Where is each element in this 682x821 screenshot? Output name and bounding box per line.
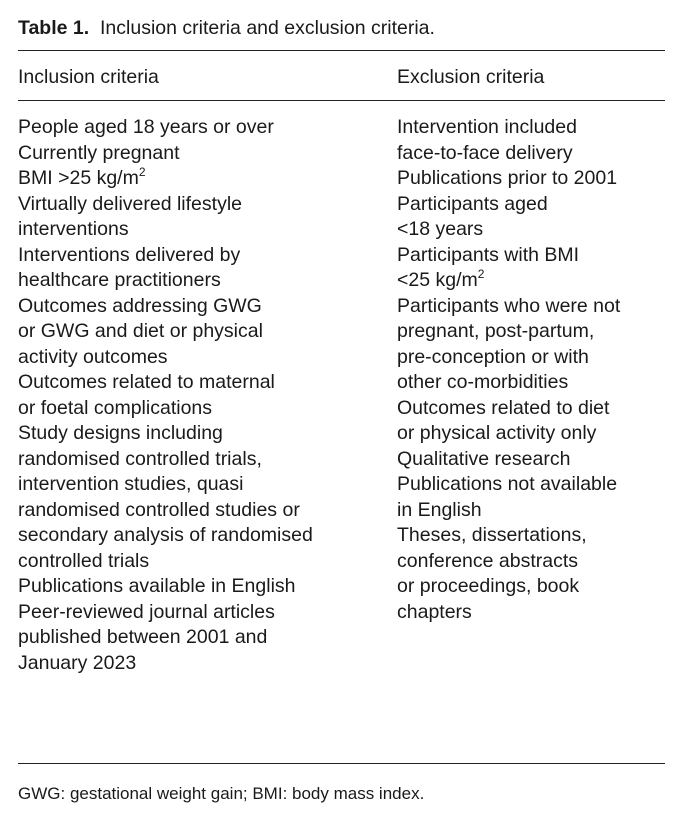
criterion-text: or foetal complications: [18, 396, 213, 419]
criterion-line: [18, 370, 313, 396]
criterion-line: [18, 600, 313, 626]
table-caption: Inclusion criteria and exclusion criteria.: [100, 17, 435, 39]
criterion-line: [397, 319, 620, 345]
criterion-text: Currently pregnant: [18, 141, 180, 164]
criterion-text: controlled trials: [18, 549, 150, 572]
exclusion-item: [397, 243, 620, 294]
criterion-text: interventions: [18, 218, 129, 240]
criterion-line: [18, 192, 313, 218]
criterion-text: Participants who were not: [397, 294, 621, 317]
inclusion-item: [18, 192, 313, 243]
criterion-text: Interventions delivered by: [18, 243, 241, 266]
exclusion-item: [397, 192, 620, 243]
exclusion-item: [397, 115, 620, 166]
criterion-line: [397, 498, 620, 524]
criterion-line: [18, 345, 313, 371]
criterion-line: [397, 141, 620, 167]
criterion-line: [397, 115, 620, 141]
criterion-line: [397, 268, 620, 294]
criterion-line: [18, 166, 313, 192]
criterion-line: [397, 574, 620, 600]
criterion-text: other co-morbidities: [397, 371, 569, 393]
criterion-text: Publications not available: [397, 473, 618, 495]
header-rule: [18, 100, 665, 101]
criterion-text: Outcomes related to diet: [397, 396, 610, 419]
criterion-line: [18, 651, 313, 677]
criterion-line: [18, 523, 313, 549]
criterion-line: [18, 421, 313, 447]
header-exclusion: Exclusion criteria: [397, 66, 545, 88]
superscript: 2: [138, 165, 146, 179]
exclusion-column: [397, 115, 620, 625]
criterion-text: <18 years: [397, 218, 484, 240]
criterion-text: Publications available in English: [18, 575, 296, 597]
inclusion-item: [18, 166, 313, 192]
table-label: Table 1.: [18, 17, 90, 39]
criterion-text: Publications prior to 2001: [397, 167, 618, 189]
criterion-line: [397, 166, 620, 192]
inclusion-item: [18, 141, 313, 167]
criterion-line: [18, 319, 313, 345]
exclusion-item: [397, 396, 620, 447]
criterion-line: [397, 447, 620, 473]
criterion-line: [18, 549, 313, 575]
criterion-text: chapters: [397, 600, 472, 623]
criterion-text: published between 2001 and: [18, 626, 268, 648]
criterion-line: [397, 243, 620, 269]
superscript: 2: [477, 267, 485, 281]
criterion-text: Outcomes addressing GWG: [18, 294, 262, 317]
criterion-line: [18, 472, 313, 498]
criterion-line: [397, 600, 620, 626]
criterion-line: [18, 217, 313, 243]
criterion-text: face-to-face delivery: [397, 141, 573, 164]
criterion-line: [18, 396, 313, 422]
criterion-line: [18, 498, 313, 524]
criterion-line: [18, 268, 313, 294]
inclusion-item: [18, 115, 313, 141]
exclusion-item: [397, 472, 620, 523]
exclusion-item: [397, 447, 620, 473]
criterion-text: Qualitative research: [397, 447, 571, 470]
criterion-line: [397, 294, 620, 320]
exclusion-item: [397, 294, 620, 396]
criterion-text: January 2023: [18, 651, 137, 674]
inclusion-item: [18, 574, 313, 600]
criterion-text: Study designs including: [18, 422, 223, 444]
criterion-line: [397, 192, 620, 218]
criterion-text: pregnant, post-partum,: [397, 320, 595, 342]
inclusion-item: [18, 421, 313, 574]
criterion-text: Intervention included: [397, 116, 577, 138]
criterion-text: healthcare practitioners: [18, 269, 221, 291]
criterion-text: <25 kg/m: [397, 269, 478, 291]
bottom-rule: [18, 763, 665, 764]
criterion-text: Peer-reviewed journal articles: [18, 600, 275, 623]
table-title: [18, 17, 435, 40]
criterion-line: [18, 294, 313, 320]
criterion-text: or proceedings, book: [397, 575, 580, 597]
exclusion-item: [397, 523, 620, 625]
criterion-line: [397, 421, 620, 447]
criterion-text: Participants aged: [397, 192, 548, 215]
criterion-line: [18, 243, 313, 269]
inclusion-item: [18, 600, 313, 677]
criterion-line: [18, 625, 313, 651]
criterion-line: [18, 141, 313, 167]
criterion-line: [397, 472, 620, 498]
criterion-text: conference abstracts: [397, 549, 579, 572]
criterion-text: BMI >25 kg/m: [18, 167, 139, 189]
top-rule: [18, 50, 665, 51]
criterion-text: Participants with BMI: [397, 243, 580, 266]
criterion-text: Outcomes related to maternal: [18, 371, 275, 393]
criterion-text: Theses, dissertations,: [397, 524, 587, 546]
criterion-text: in English: [397, 498, 482, 521]
criterion-text: intervention studies, quasi: [18, 473, 244, 495]
criterion-text: randomised controlled studies or: [18, 498, 300, 521]
header-inclusion: Inclusion criteria: [18, 66, 159, 88]
criterion-line: [397, 549, 620, 575]
criterion-line: [397, 345, 620, 371]
criterion-text: or physical activity only: [397, 422, 597, 444]
criterion-text: or GWG and diet or physical: [18, 320, 263, 342]
criterion-line: [397, 370, 620, 396]
criterion-line: [397, 523, 620, 549]
criterion-line: [397, 217, 620, 243]
criterion-line: [18, 574, 313, 600]
criterion-text: secondary analysis of randomised: [18, 524, 313, 546]
inclusion-item: [18, 370, 313, 421]
inclusion-item: [18, 243, 313, 294]
criterion-line: [397, 396, 620, 422]
criterion-text: pre-conception or with: [397, 345, 589, 368]
inclusion-item: [18, 294, 313, 371]
criterion-text: People aged 18 years or over: [18, 116, 274, 138]
inclusion-column: [18, 115, 313, 676]
criterion-text: Virtually delivered lifestyle: [18, 192, 242, 215]
criterion-line: [18, 115, 313, 141]
criterion-line: [18, 447, 313, 473]
criterion-text: randomised controlled trials,: [18, 447, 262, 470]
table-footnote: GWG: gestational weight gain; BMI: body mass index.: [18, 784, 425, 803]
exclusion-item: [397, 166, 620, 192]
criterion-text: activity outcomes: [18, 345, 168, 368]
